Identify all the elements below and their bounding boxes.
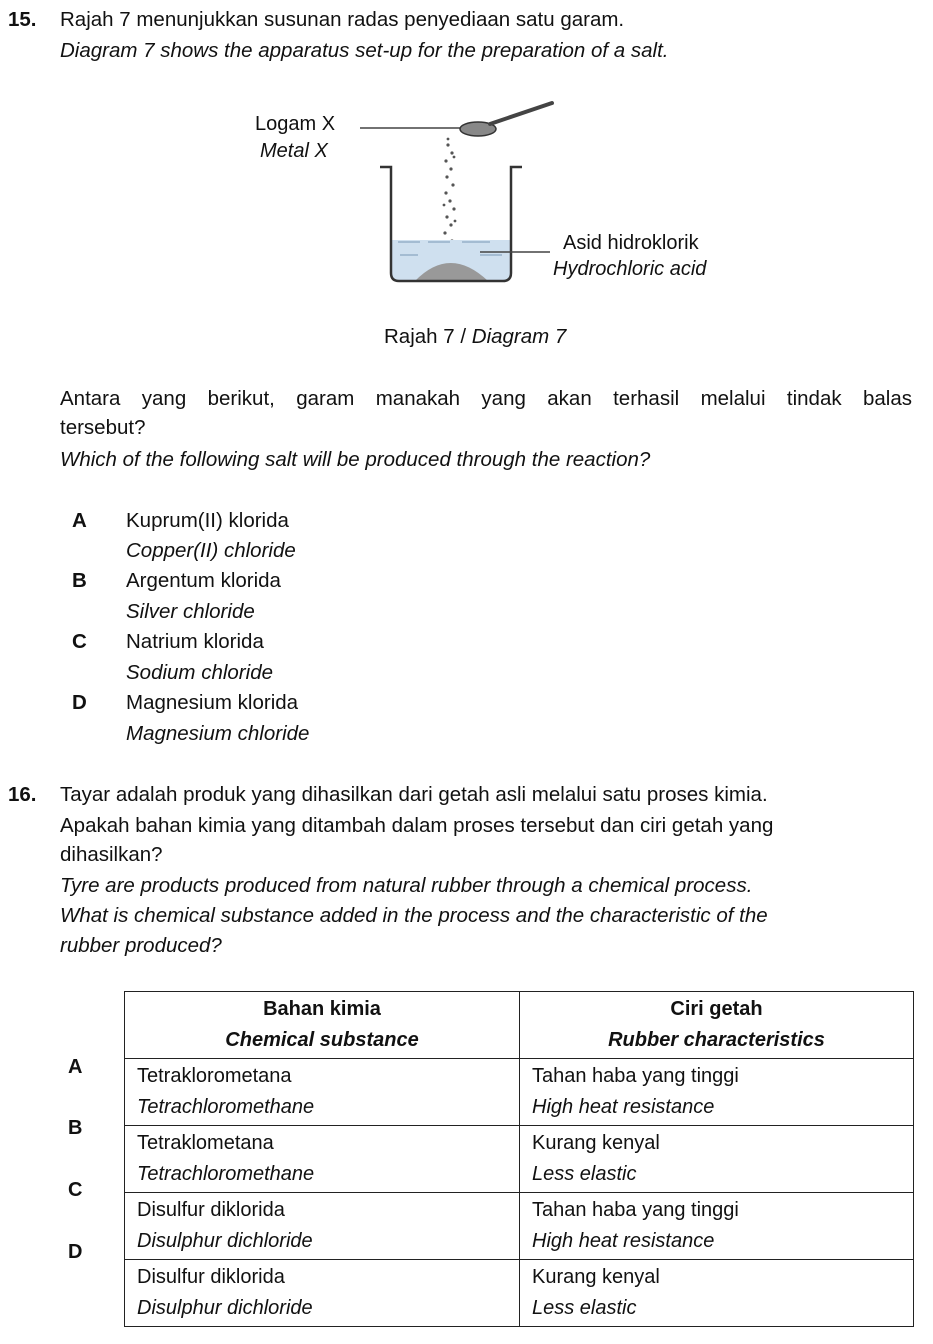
question-16-ms-line1: Tayar adalah produk yang dihasilkan dari getah asli melalui satu proses kimia. [60,783,768,806]
caption-en: Diagram 7 [471,325,567,348]
table-row[interactable] [125,1193,914,1260]
answer-table [124,991,914,1327]
option-a-en[interactable]: Copper(II) chloride [126,539,296,562]
question-15-ask-ms-line1: Antara yang berikut, garam manakah yang akan terhasil melalui tindak balas [60,387,912,410]
option-d-ms[interactable]: Magnesium klorida [126,691,299,714]
option-letter[interactable]: D [72,691,87,714]
characteristic-en: High heat resistance [532,1096,715,1118]
question-16-en-line1: Tyre are products produced from natural rubber through a chemical process. [60,874,753,897]
characteristic-cell [520,1260,914,1327]
diagram-caption [384,325,566,349]
question-15-number: 15. [8,8,37,31]
question-16-en-line3: rubber produced? [60,934,222,957]
characteristic-en: Less elastic [532,1163,637,1185]
option-d-en[interactable]: Magnesium chloride [126,722,310,745]
question-15-ask-ms-line2: tersebut? [60,416,146,439]
header-ms: Ciri getah [670,998,763,1020]
substance-ms: Tetraklorometana [137,1065,292,1087]
question-16-ms-line3: dihasilkan? [60,843,163,866]
question-16-ms-line2: Apakah bahan kimia yang ditambah dalam proses tersebut dan ciri getah yang [60,814,774,837]
substance-en: Tetrachloromethane [137,1096,315,1118]
option-letter[interactable]: C [72,630,87,653]
row-letter[interactable]: D [68,1241,83,1263]
label-acid-ms: Asid hidroklorik [563,232,699,254]
substance-cell [125,1193,520,1260]
characteristic-ms: Kurang kenyal [532,1132,660,1154]
row-letter[interactable]: B [68,1117,83,1139]
table-row[interactable] [125,1126,914,1193]
header-en: Rubber characteristics [608,1029,825,1051]
option-b-ms[interactable]: Argentum klorida [126,569,281,592]
header-ms: Bahan kimia [263,998,381,1020]
falling-metal-powder [443,138,457,243]
substance-cell [125,1059,520,1126]
option-a-ms[interactable]: Kuprum(II) klorida [126,509,289,532]
characteristic-en: High heat resistance [532,1230,715,1252]
header-chemical-substance [125,992,520,1059]
option-b-en[interactable]: Silver chloride [126,600,255,623]
question-15-stem-ms: Rajah 7 menunjukkan susunan radas penyediaan satu garam. [60,8,625,31]
option-letter[interactable]: A [72,509,87,532]
characteristic-en: Less elastic [532,1297,637,1319]
label-metal-en: Metal X [260,140,328,162]
characteristic-ms: Kurang kenyal [532,1266,660,1288]
substance-cell [125,1260,520,1327]
spatula-handle [490,103,552,124]
characteristic-cell [520,1126,914,1193]
table-row[interactable] [125,1260,914,1327]
label-metal-ms: Logam X [255,113,336,135]
substance-cell [125,1126,520,1193]
substance-ms: Disulfur diklorida [137,1266,285,1288]
option-c-en[interactable]: Sodium chloride [126,661,273,684]
option-c-ms[interactable]: Natrium klorida [126,630,264,653]
label-acid-en: Hydrochloric acid [553,258,707,280]
question-16-en-line2: What is chemical substance added in the process and the characteristic of the [60,904,768,927]
characteristic-ms: Tahan haba yang tinggi [532,1199,739,1221]
header-rubber-characteristics [520,992,914,1059]
header-en: Chemical substance [225,1029,419,1051]
characteristic-cell [520,1193,914,1260]
row-letter[interactable]: A [68,1056,83,1078]
characteristic-cell [520,1059,914,1126]
caption-ms: Rajah 7 / [384,325,467,348]
question-16-number: 16. [8,783,37,806]
question-15-stem-en: Diagram 7 shows the apparatus set-up for the preparation of a salt. [60,39,669,62]
option-letter[interactable]: B [72,569,87,592]
characteristic-ms: Tahan haba yang tinggi [532,1065,739,1087]
substance-en: Disulphur dichloride [137,1230,313,1252]
table-row[interactable] [125,1059,914,1126]
substance-en: Tetrachloromethane [137,1163,315,1185]
substance-en: Disulphur dichloride [137,1297,313,1319]
substance-ms: Tetraklometana [137,1132,274,1154]
question-15-ask-en: Which of the following salt will be produced through the reaction? [60,448,651,471]
substance-ms: Disulfur diklorida [137,1199,285,1221]
row-letter[interactable]: C [68,1179,83,1201]
table-header-row [125,992,914,1059]
